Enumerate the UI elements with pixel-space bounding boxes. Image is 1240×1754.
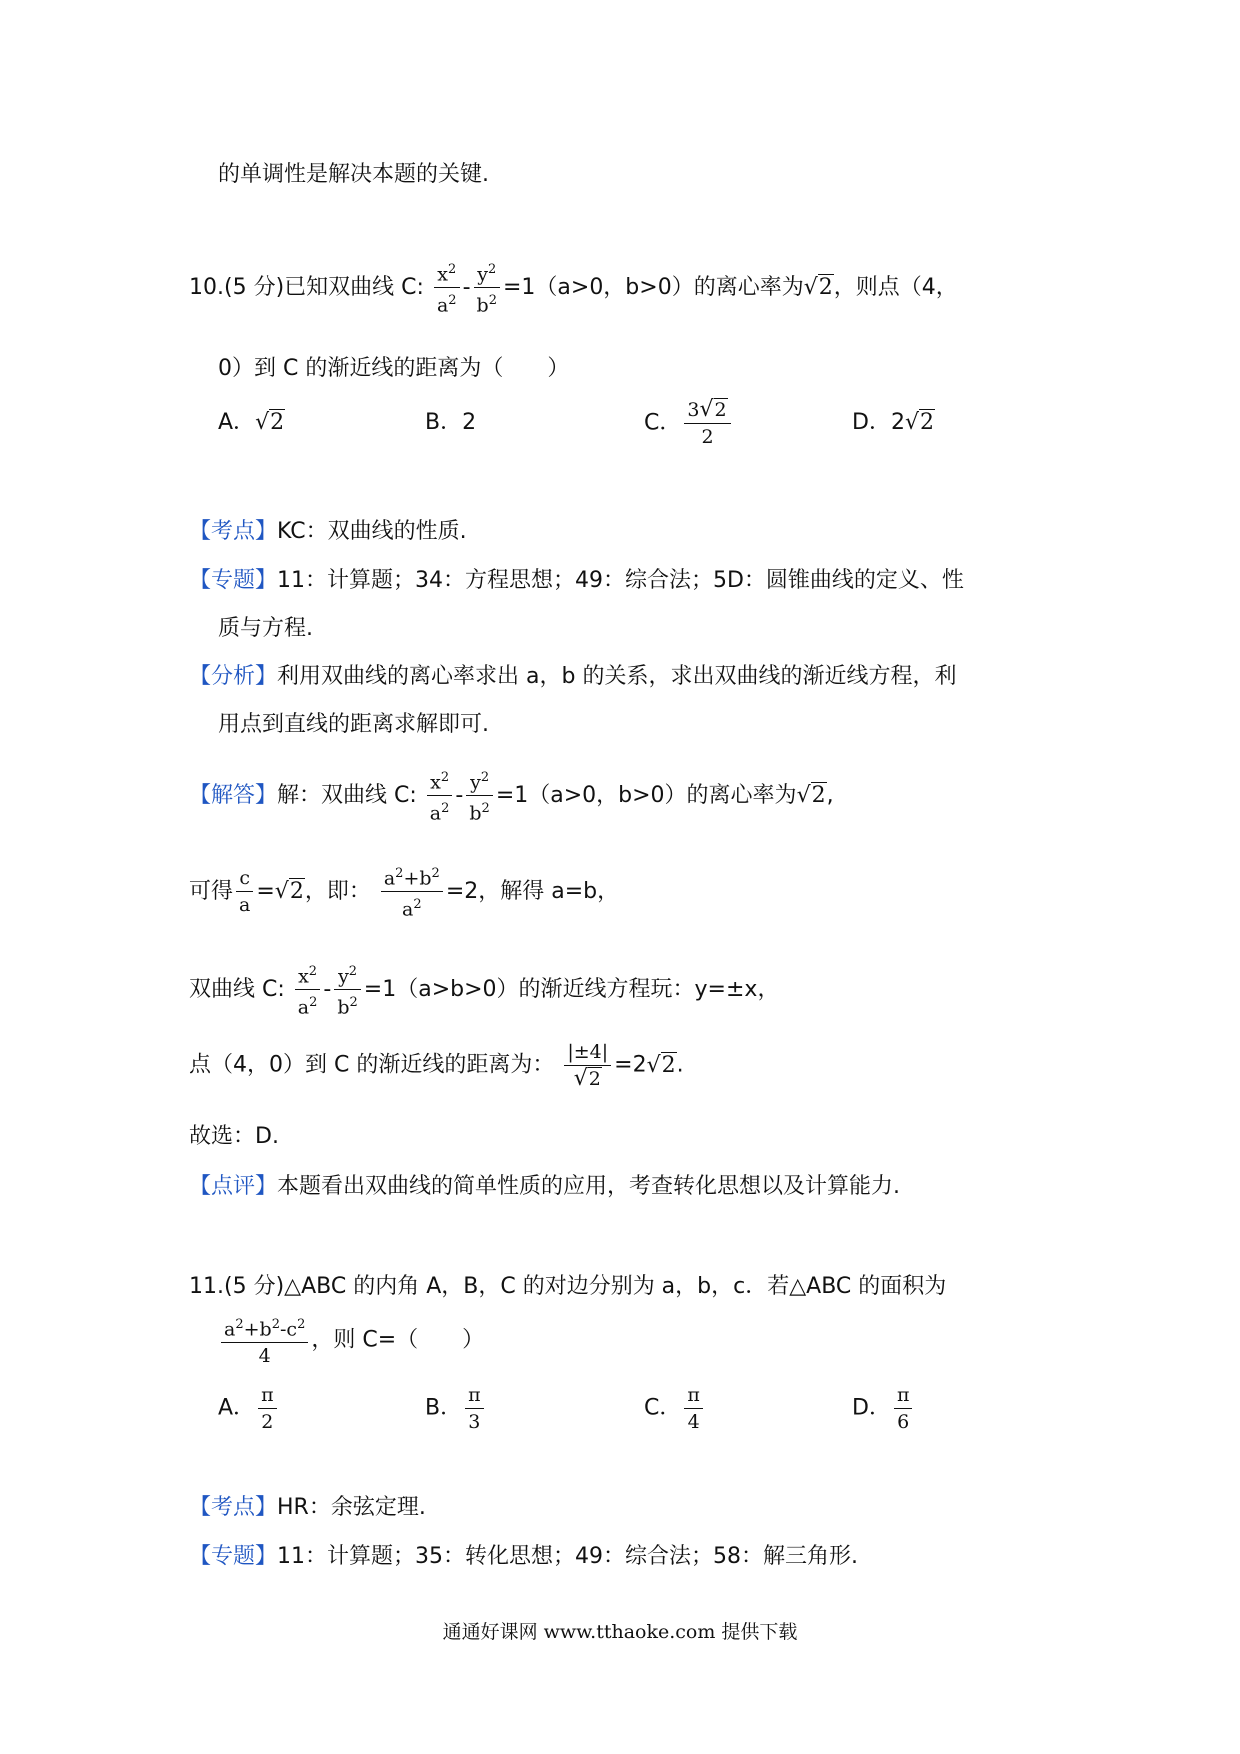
q11-option-c: C． $\frac{\pi}{4}$ <box>644 1383 706 1434</box>
question-10: 10.(5 分)已知双曲线 C: $\frac{x^2}{a^2}$ - $\frac{y^2}{b^2}$ =1（a>0，b>0）的离心率为√2，则点（4， <box>189 258 958 318</box>
q10-option-c: C． $\frac{3√2}{2}$ <box>644 398 734 449</box>
q10-option-b: B．2 <box>425 410 477 435</box>
a10-guxuan: 故选：D. <box>189 1124 279 1149</box>
q10-score: (5 分) <box>224 274 285 300</box>
q10-stem-a: 已知双曲线 C: <box>284 274 424 300</box>
a10-kaodian: 【考点】KC：双曲线的性质. <box>189 519 467 544</box>
a10-zhuanti-2: 质与方程. <box>218 616 313 641</box>
a11-kaodian: 【考点】HR：余弦定理. <box>189 1495 426 1520</box>
footer: 通通好课网 www.tthaoke.com 提供下载 <box>442 1621 798 1643</box>
fraction-x2-a2: $\frac{x^2}{a^2}$ <box>434 258 460 318</box>
a10-line-asymptote: 双曲线 C: $\frac{x^2}{a^2}$ - $\frac{y^2}{b^2}$ =1（a>b>0）的渐近线方程玩：y=±x， <box>189 964 780 1019</box>
a10-line-distance: 点（4，0）到 C 的渐近线的距离为： $\frac{|\pm 4|}{√2}$ =2√2. <box>189 1041 684 1091</box>
a10-fenxi-2: 用点到直线的距离求解即可. <box>218 712 489 737</box>
a10-dianping: 【点评】本题看出双曲线的简单性质的应用，考查转化思想以及计算能力. <box>189 1174 901 1199</box>
q10-option-a: A．√2 <box>218 410 285 435</box>
a10-zhuanti-1: 【专题】11：计算题；34：方程思想；49：综合法；5D：圆锥曲线的定义、性 <box>189 568 964 593</box>
a11-zhuanti: 【专题】11：计算题；35：转化思想；49：综合法；58：解三角形. <box>189 1544 858 1569</box>
fraction-y2-b2: $\frac{y^2}{b^2}$ <box>474 258 500 318</box>
a10-line-kede: 可得 $\frac{c}{a}$ =√2，即： $\frac{a^2+b^2}{a^2}$ =2，解得 a=b， <box>189 866 620 921</box>
question-11: 11.(5 分)△ABC 的内角 A，B，C 的对边分别为 a，b，c．若△ABC 的面积为 <box>189 1274 947 1299</box>
a10-jieda-1: 【解答】解：双曲线 C: $\frac{x^2}{a^2}$ - $\frac{y^2}{b^2}$ =1（a>0，b>0）的离心率为√2, <box>189 770 834 825</box>
top-line: 的单调性是解决本题的关键. <box>218 162 489 187</box>
q10-stem-b: =1（a>0，b>0）的离心率为 <box>502 274 804 300</box>
q11-option-a: A． $\frac{\pi}{2}$ <box>218 1383 280 1434</box>
q11-line2: $\frac{a^2+b^2-c^2}{4}$ ，则 C=（ ） <box>218 1313 484 1368</box>
q10-line2: 0）到 C 的渐近线的距离为（ ） <box>218 356 570 381</box>
q11-option-b: B． $\frac{\pi}{3}$ <box>425 1383 487 1434</box>
sqrt-2: √2 <box>803 274 833 300</box>
q10-option-d: D．2√2 <box>852 410 934 435</box>
q10-stem-c: ，则点（4， <box>833 274 958 300</box>
a10-fenxi-1: 【分析】利用双曲线的离心率求出 a，b 的关系，求出双曲线的渐近线方程，利 <box>189 664 957 689</box>
q11-option-d: D． $\frac{\pi}{6}$ <box>852 1383 915 1434</box>
q10-number: 10. <box>189 274 224 300</box>
